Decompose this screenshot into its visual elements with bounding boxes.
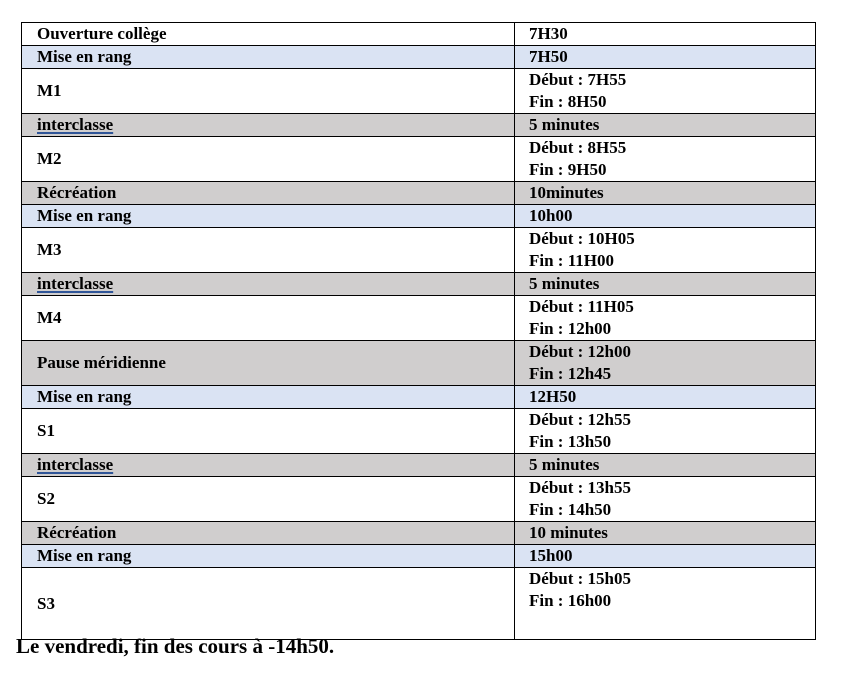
period-label-text: M2 [37,149,62,168]
time-line: 10 minutes [529,523,608,542]
period-label [22,114,515,137]
time-line: 10h00 [529,206,573,225]
time-line: Début : 12h55 [529,410,632,429]
period-label-text: S2 [37,489,55,508]
time-line: Début : 12h00 [529,342,632,361]
time-line: 12H50 [529,387,577,406]
table-row [22,409,816,454]
period-time [515,23,816,46]
period-label-text: Pause méridienne [37,353,166,372]
time-line: Fin : 12h45 [529,364,612,383]
period-time [515,182,816,205]
period-label [22,568,515,640]
time-line: Fin : 8H50 [529,92,607,111]
period-label [22,228,515,273]
period-label-text: Récréation [37,523,117,542]
period-label [22,296,515,341]
time-line: Début : 13h55 [529,478,632,497]
time-line: Fin : 11H00 [529,251,615,270]
period-time [515,568,816,640]
time-line: 5 minutes [529,274,600,293]
table-row [22,545,816,568]
table-row [22,205,816,228]
table-row [22,296,816,341]
schedule-body [22,23,816,640]
time-line: Fin : 9H50 [529,160,607,179]
table-row [22,182,816,205]
time-line: Début : 7H55 [529,70,627,89]
period-label-text: interclasse [37,115,114,134]
period-time [515,386,816,409]
period-time [515,454,816,477]
period-label-text: Ouverture collège [37,24,167,43]
time-line: 7H50 [529,47,568,66]
time-line: 15h00 [529,546,573,565]
table-row [22,273,816,296]
period-label-text: M3 [37,240,62,259]
period-label [22,23,515,46]
table-row [22,114,816,137]
time-line: Début : 11H05 [529,297,634,316]
period-label-text: Mise en rang [37,387,132,406]
time-line: 5 minutes [529,115,600,134]
period-label [22,454,515,477]
period-label-text: Récréation [37,183,117,202]
period-label [22,477,515,522]
period-label-text: interclasse [37,274,114,293]
time-line: Fin : 13h50 [529,432,612,451]
table-row [22,568,816,640]
period-label-text: Mise en rang [37,47,132,66]
period-label-text: M1 [37,81,62,100]
table-row [22,46,816,69]
table-row [22,522,816,545]
time-line: Début : 10H05 [529,229,635,248]
period-label [22,69,515,114]
period-label-text: S3 [37,593,55,613]
period-label-text: Mise en rang [37,206,132,225]
table-row [22,23,816,46]
period-label [22,341,515,386]
period-label-text: interclasse [37,455,114,474]
period-label [22,273,515,296]
period-time [515,114,816,137]
time-line: Fin : 14h50 [529,500,612,519]
period-time [515,296,816,341]
period-time [515,477,816,522]
period-time [515,205,816,228]
table-row [22,69,816,114]
period-label-text: S1 [37,421,55,440]
table-row [22,386,816,409]
time-line: 5 minutes [529,455,600,474]
table-row [22,341,816,386]
period-label-text: M4 [37,308,62,327]
period-time [515,341,816,386]
period-label-text: Mise en rang [37,546,132,565]
time-line: 10minutes [529,183,604,202]
time-line: Fin : 12h00 [529,319,612,338]
time-line: Début : 8H55 [529,138,627,157]
period-label [22,386,515,409]
table-row [22,228,816,273]
period-label [22,545,515,568]
period-label [22,409,515,454]
table-row [22,137,816,182]
period-label [22,46,515,69]
time-line: 7H30 [529,24,568,43]
footnote: Le vendredi, fin des cours à -14h50. [16,634,335,658]
period-label [22,137,515,182]
period-time [515,228,816,273]
schedule-table [21,22,816,640]
period-label [22,182,515,205]
period-label [22,205,515,228]
table-row [22,477,816,522]
period-time [515,522,816,545]
time-line: Fin : 16h00 [529,591,612,610]
period-time [515,137,816,182]
period-time [515,69,816,114]
time-line: Début : 15h05 [529,569,632,588]
period-time [515,273,816,296]
period-label [22,522,515,545]
period-time [515,545,816,568]
period-time [515,46,816,69]
period-time [515,409,816,454]
table-row [22,454,816,477]
